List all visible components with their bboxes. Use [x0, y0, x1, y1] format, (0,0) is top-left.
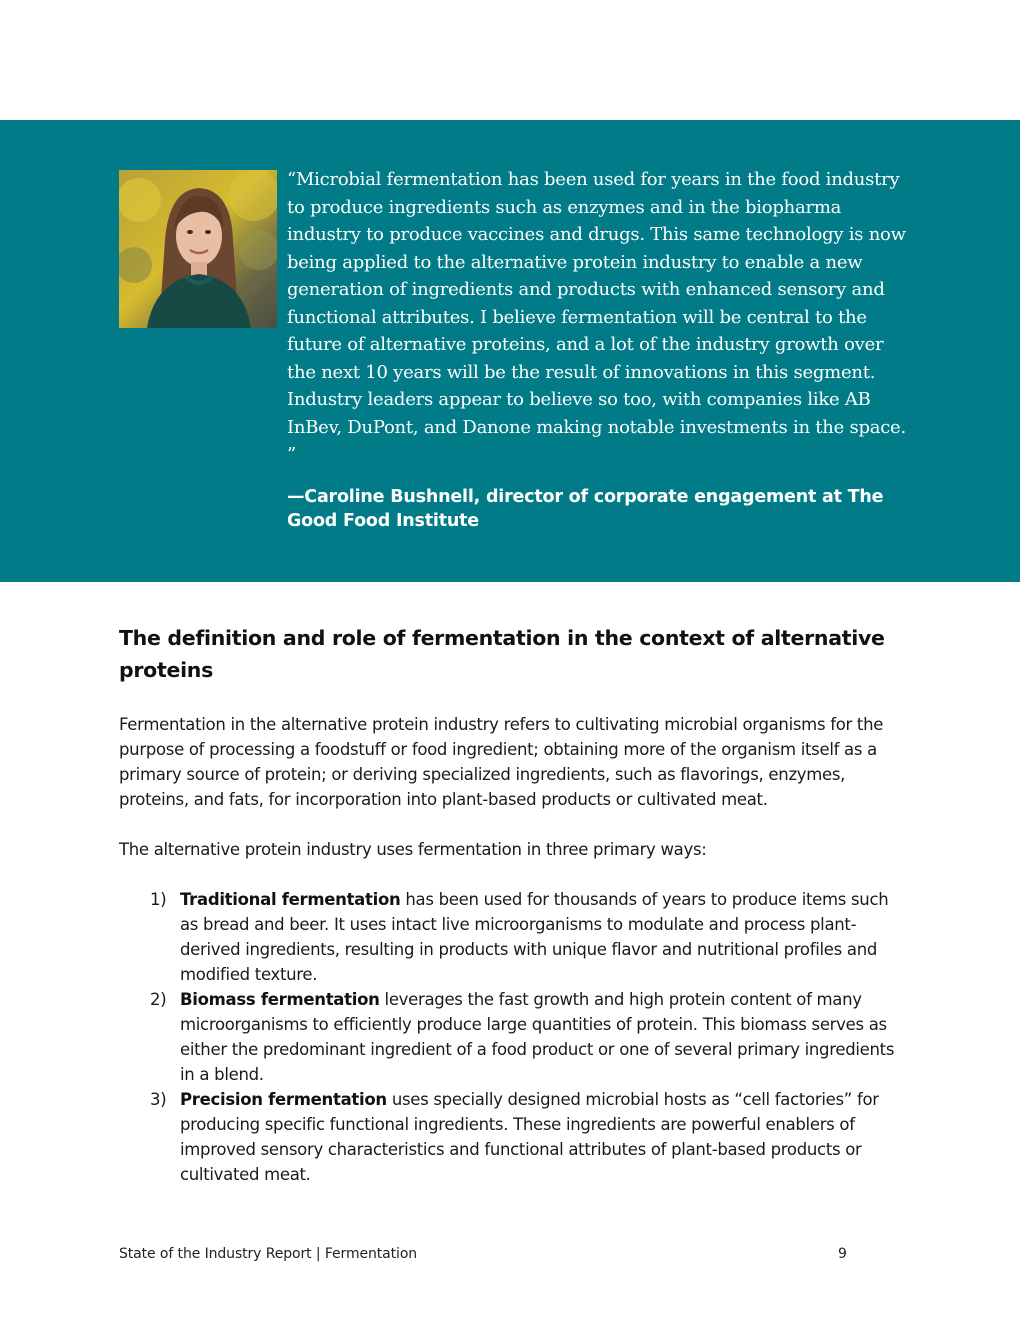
- quote-text: “Microbial fermentation has been used for years in the food industry to produce ingredients such as enzymes and in the biopharma industry to produce vaccines and drugs. This same technology is now being applied to the alternative protein industry to enable a new generation of ingredients and products with enhanced sensory and functional attributes. I believe fermentation will be central to the future of alternative proteins, and a lot of the industry growth over the next 10 years will be the result of innovations in this segment. Industry leaders appear to believe so too, with companies like AB InBev, DuPont, and Danone making notable investments in the space. ”: [287, 169, 906, 465]
- list-item-term: Traditional fermentation: [180, 890, 401, 909]
- body-paragraph-definition: Fermentation in the alternative protein industry refers to cultivating microbial organisms for the purpose of processing a foodstuff or food ingredient; obtaining more of the organism itself as a primary source of protein; or deriving specialized ingredients, such as flavorings, enzymes, proteins, and fats, for incorporation into plant-based products or cultivated meat.: [119, 715, 884, 809]
- list-item-traditional: [0, 887, 1020, 987]
- quote-attribution: —Caroline Bushnell, director of corporate engagement at The Good Food Institute: [287, 487, 884, 531]
- fermentation-ways-list: [0, 887, 1020, 1187]
- body-paragraph-intro: The alternative protein industry uses fermentation in three primary ways:: [119, 840, 707, 859]
- list-item-description: has been used for thousands of years to produce items such as bread and beer. It uses intact live microorganisms to modulate and process plant-derived ingredients, resulting in products with unique flavor and nutritional profiles and modified texture.: [180, 890, 889, 984]
- section-heading: The definition and role of fermentation in the context of alternative proteins: [119, 626, 885, 682]
- list-item-biomass: [0, 987, 1020, 1087]
- quote-band: [0, 120, 1020, 582]
- portrait-photo: [119, 170, 277, 328]
- list-item-description: uses specially designed microbial hosts as “cell factories” for producing specific functional ingredients. These ingredients are powerful enablers of improved sensory characteristics and functional attributes of plant-based products or cultivated meat.: [180, 1090, 879, 1184]
- list-item-term: Precision fermentation: [180, 1090, 387, 1109]
- footer-page-number: 9: [838, 1246, 847, 1262]
- list-item-number: 3): [150, 1090, 167, 1109]
- list-item-number: 2): [150, 990, 167, 1009]
- list-item-term: Biomass fermentation: [180, 990, 380, 1009]
- footer-report-title: State of the Industry Report | Fermentation: [119, 1246, 418, 1262]
- list-item-description: leverages the fast growth and high protein content of many microorganisms to efficiently produce large quantities of protein. This biomass serves as either the predominant ingredient of a food product or one of several primary ingredients in a blend.: [180, 990, 895, 1084]
- list-item-number: 1): [150, 890, 167, 909]
- list-item-precision: [0, 1087, 1020, 1187]
